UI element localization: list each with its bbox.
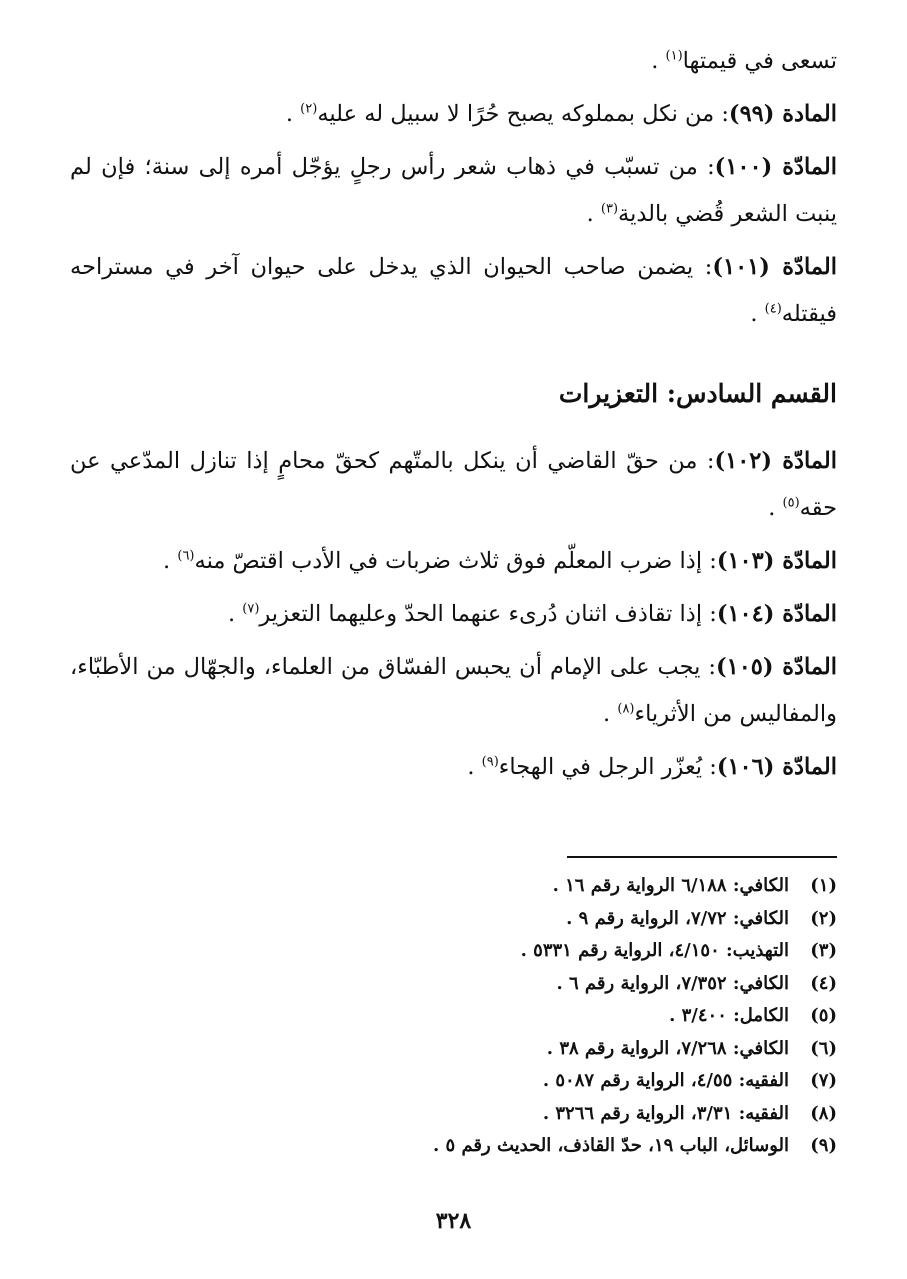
page-number: ٣٢٨: [435, 1208, 472, 1234]
article-text: : يجب على الإمام أن يحبس الفسّاق من العلماء، والجهّال من الأطبّاء، والمفاليس من الأثرياء: [70, 654, 837, 727]
article-102: المادّة (١٠٢): من حقّ القاضي أن ينكل بالمتّهم كحقّ محامٍ إذا تنازل المدّعي عن حقه$^{(٥)}$ .: [70, 448, 837, 521]
footnote-text: الوسائل، الباب ١٩، حدّ القاذف، الحديث رقم ٥ .: [432, 1135, 789, 1156]
footnote-text: الكافي: ٧/٣٥٢، الرواية رقم ٦ .: [556, 972, 789, 994]
footnote-item: [70, 968, 837, 1001]
article-label: المادّة (١٠٢): [714, 448, 837, 474]
footnote-item: [70, 1098, 837, 1131]
footnote-item: [70, 1065, 837, 1098]
footnote-marker[interactable]: (٥): [782, 495, 800, 511]
article-label: المادة (٩٩): [728, 101, 837, 127]
footnote-text: الفقيه: ٣/٣١، الرواية رقم ٣٢٦٦ .: [542, 1102, 789, 1124]
footnote-item: [70, 903, 837, 936]
footnote-separator: [567, 856, 837, 858]
article-100: المادّة (١٠٠): من تسبّب في ذهاب شعر رأس رجلٍ يؤجّل أمره إلى سنة؛ فإن لم ينبت الشعر قُضي بالدية$^{(٣)}$ .: [70, 154, 837, 227]
main-text: [70, 38, 837, 797]
article-101: المادّة (١٠١): يضمن صاحب الحيوان الذي يدخل على حيوان آخر في مستراحه فيقتله$^{(٤)}$ .: [70, 254, 838, 327]
footnote-marker[interactable]: (١): [665, 48, 683, 64]
footnote-marker[interactable]: (٧): [242, 601, 260, 617]
article-text: : إذا ضرب المعلّم فوق ثلاث ضربات في الأدب اقتصّ منه: [194, 548, 717, 574]
footnote-item: [70, 870, 837, 903]
article-text: : من حقّ القاضي أن ينكل بالمتّهم كحقّ محامٍ إذا تنازل المدّعي عن حقه: [70, 448, 837, 521]
footnote-number: (١): [810, 875, 837, 896]
footnote-marker[interactable]: (٦): [177, 548, 195, 564]
article-106: المادّة (١٠٦): يُعزّر الرجل في الهجاء$^{(٩)}$ .: [467, 754, 837, 780]
footnote-marker[interactable]: (٨): [617, 701, 635, 717]
article-label: المادّة (١٠٦): [716, 754, 837, 780]
article-label: المادّة (١٠٤): [716, 601, 837, 627]
article-label: المادّة (١٠١): [712, 254, 838, 280]
footnote-number: (٤): [810, 972, 837, 994]
footnote-number: (٥): [810, 1005, 837, 1026]
footnote-text: التهذيب: ٤/١٥٠، الرواية رقم ٥٣٣١ .: [520, 940, 789, 961]
paragraph-continuation: تسعى في قيمتها$^{(١)}$ .: [651, 48, 837, 74]
article-text: : إذا تقاذف اثنان دُرىء عنهما الحدّ وعليهما التعزير: [259, 601, 717, 627]
footnote-number: (٦): [810, 1037, 837, 1059]
footnote-number: (٣): [810, 940, 837, 961]
footnote-number: (٨): [810, 1102, 837, 1124]
footnote-marker[interactable]: (٣): [600, 201, 619, 217]
paragraph-text: تسعى في قيمتها: [682, 48, 837, 74]
article-label: المادّة (١٠٠): [714, 154, 837, 180]
section-title: القسم السادس: التعزيرات: [558, 379, 837, 408]
article-104: المادّة (١٠٤): إذا تقاذف اثنان دُرىء عنهما الحدّ وعليهما التعزير$^{(٧)}$ .: [227, 601, 837, 627]
footnote-marker[interactable]: (٤): [764, 301, 782, 317]
footnote-item: [70, 935, 837, 968]
footnote-item: [70, 1033, 837, 1066]
article-105: المادّة (١٠٥): يجب على الإمام أن يحبس الفسّاق من العلماء، والجهّال من الأطبّاء، والمفاليس من الأثرياء$^{(٨)}$ .: [70, 654, 837, 727]
footnote-marker[interactable]: (٩): [481, 754, 499, 770]
article-label: المادّة (١٠٣): [716, 548, 837, 574]
footnote-item: [70, 1000, 837, 1033]
article-text: : يُعزّر الرجل في الهجاء: [498, 754, 717, 780]
footnote-text: الكامل: ٣/٤٠٠ .: [669, 1005, 789, 1026]
article-text: : من نكل بمملوكه يصبح حُرًا لا سبيل له عليه: [317, 101, 729, 127]
footnote-text: الفقيه: ٤/٥٥، الرواية رقم ٥٠٨٧ .: [542, 1070, 789, 1091]
footnote-text: الكافي: ٧/٧٢، الرواية رقم ٩ .: [566, 907, 789, 929]
article-text: : يضمن صاحب الحيوان الذي يدخل على حيوان آخر في مستراحه فيقتله: [70, 254, 837, 327]
article-99: المادة (٩٩): من نكل بمملوكه يصبح حُرًا لا سبيل له عليه$^{(٢)}$ .: [285, 101, 837, 127]
footnote-item: [70, 1130, 837, 1163]
footnote-marker[interactable]: (٢): [300, 101, 318, 117]
footnote-text: الكافي: ٧/٢٦٨، الرواية رقم ٣٨ .: [546, 1037, 789, 1059]
article-label: المادّة (١٠٥): [715, 654, 837, 680]
footnote-number: (٢): [810, 907, 837, 929]
footnote-text: الكافي: ٦/١٨٨ الرواية رقم ١٦ .: [552, 875, 789, 896]
footnotes-list: [70, 870, 837, 1163]
footnote-number: (٩): [810, 1135, 837, 1156]
footnote-number: (٧): [810, 1070, 837, 1091]
article-text: : من تسبّب في ذهاب شعر رأس رجلٍ يؤجّل أمره إلى سنة؛ فإن لم ينبت الشعر قُضي بالدية: [70, 154, 837, 227]
article-103: المادّة (١٠٣): إذا ضرب المعلّم فوق ثلاث ضربات في الأدب اقتصّ منه$^{(٦)}$ .: [163, 548, 837, 574]
